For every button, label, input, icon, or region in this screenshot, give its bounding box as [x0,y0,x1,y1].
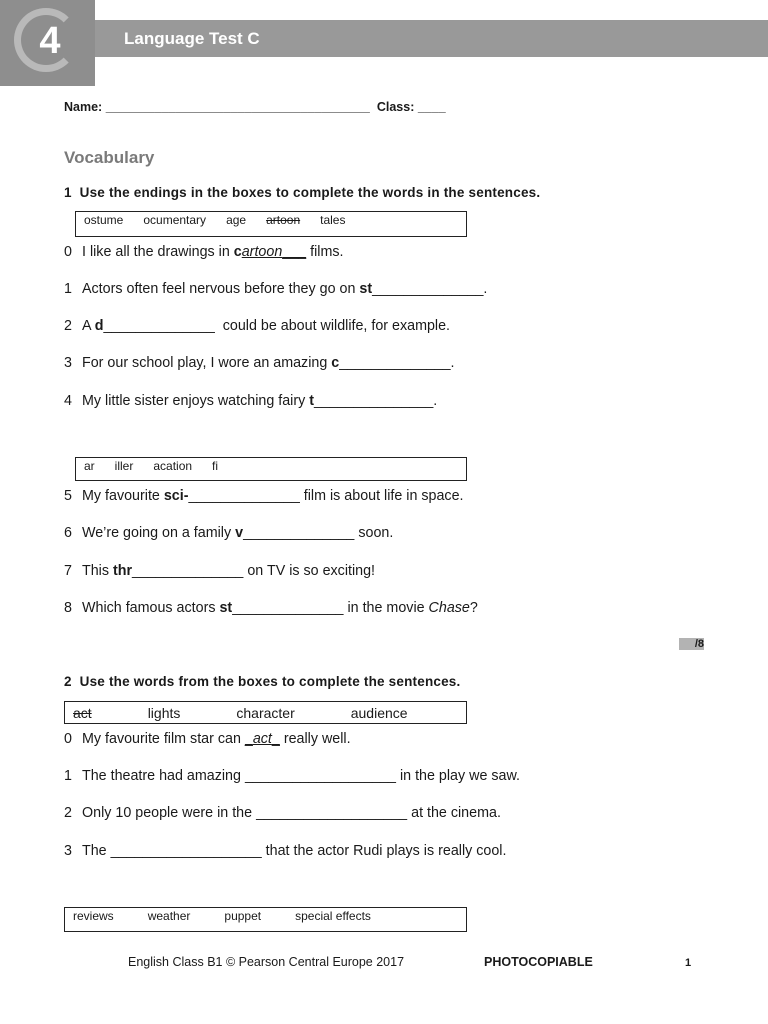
answer-blank: ___________________ [244,768,397,784]
list-item: 0 My favourite film star can _act_ really well. [64,731,351,747]
exercise-2-instruction: 2 Use the words from the boxes to complete the sentences. [64,674,461,689]
box-word: ostume [84,213,124,227]
word-box-3 [64,701,467,724]
word-box-2 [75,457,467,481]
box-word: lights [147,704,181,721]
box-word: weather [147,909,191,923]
list-item: 2 Only 10 people were in the ___________________ at the cinema. [64,805,501,821]
box-word: puppet [224,909,262,923]
box-word-used: act [73,704,92,721]
section-title: Vocabulary [64,148,155,167]
answer-blank: ______________ [132,563,244,579]
word-box-1 [75,211,467,237]
list-item: 5 My favourite sci-______________ film is about life in space. [64,488,464,504]
footer-photocopiable: PHOTOCOPIABLE [484,955,593,969]
answer-blank: ______________ [372,281,484,297]
name-label: Name: [64,100,103,114]
box-word: character [236,704,295,721]
footer-copyright: English Class B1 © Pearson Central Europe 2017 [128,955,405,969]
box-word: ar [84,459,95,473]
answer-blank: ___________________ [110,843,262,859]
example-answer: artoon [241,244,283,260]
box-word: iller [114,459,134,473]
exercise-1-instruction: 1 Use the endings in the boxes to complete the words in the sentences. [64,185,541,200]
list-item: 4 My little sister enjoys watching fairy t_______________. [64,393,438,409]
score-badge: /8 [679,638,704,650]
name-blank: ______________________________________ [105,100,370,114]
word-box-4 [64,907,467,932]
list-item: 2 A d______________ could be about wildlife, for example. [64,318,451,334]
box-word-used: artoon [266,213,301,227]
page-number: 1 [685,957,692,969]
answer-blank: ______________ [243,525,355,541]
answer-blank: ______________ [232,600,344,616]
box-word: reviews [73,909,114,923]
list-item: 3 The ___________________ that the actor Rudi plays is really cool. [64,843,507,859]
answer-blank: ______________ [188,488,300,504]
class-blank: ____ [417,100,446,114]
unit-number: 4 [39,20,61,62]
page-title: Language Test C [124,29,260,48]
list-item: 0 I like all the drawings in cartoon___ films. [64,244,344,260]
list-item: 8 Which famous actors st______________ in the movie Chase? [64,600,478,616]
answer-blank: ______________ [339,355,451,371]
class-label: Class: [376,100,415,114]
box-word: audience [350,704,408,721]
box-word: acation [153,459,193,473]
list-item: 6 We’re going on a family v______________ soon. [64,525,394,541]
list-item: 1 The theatre had amazing ___________________ in the play we saw. [64,768,520,784]
list-item: 1 Actors often feel nervous before they go on st______________. [64,281,488,297]
answer-blank: ______________ [103,318,215,334]
box-word: special effects [295,909,371,923]
answer-blank: _______________ [314,393,434,409]
box-word: age [226,213,247,227]
list-item: 7 This thr______________ on TV is so exciting! [64,563,376,579]
list-item: 3 For our school play, I wore an amazing c______________. [64,355,455,371]
name-class-line [64,100,446,114]
box-word: ocumentary [143,213,207,227]
box-word: tales [320,213,346,227]
example-answer: act [252,731,272,747]
answer-blank: ___________________ [256,805,408,821]
box-word: fi [212,459,219,473]
